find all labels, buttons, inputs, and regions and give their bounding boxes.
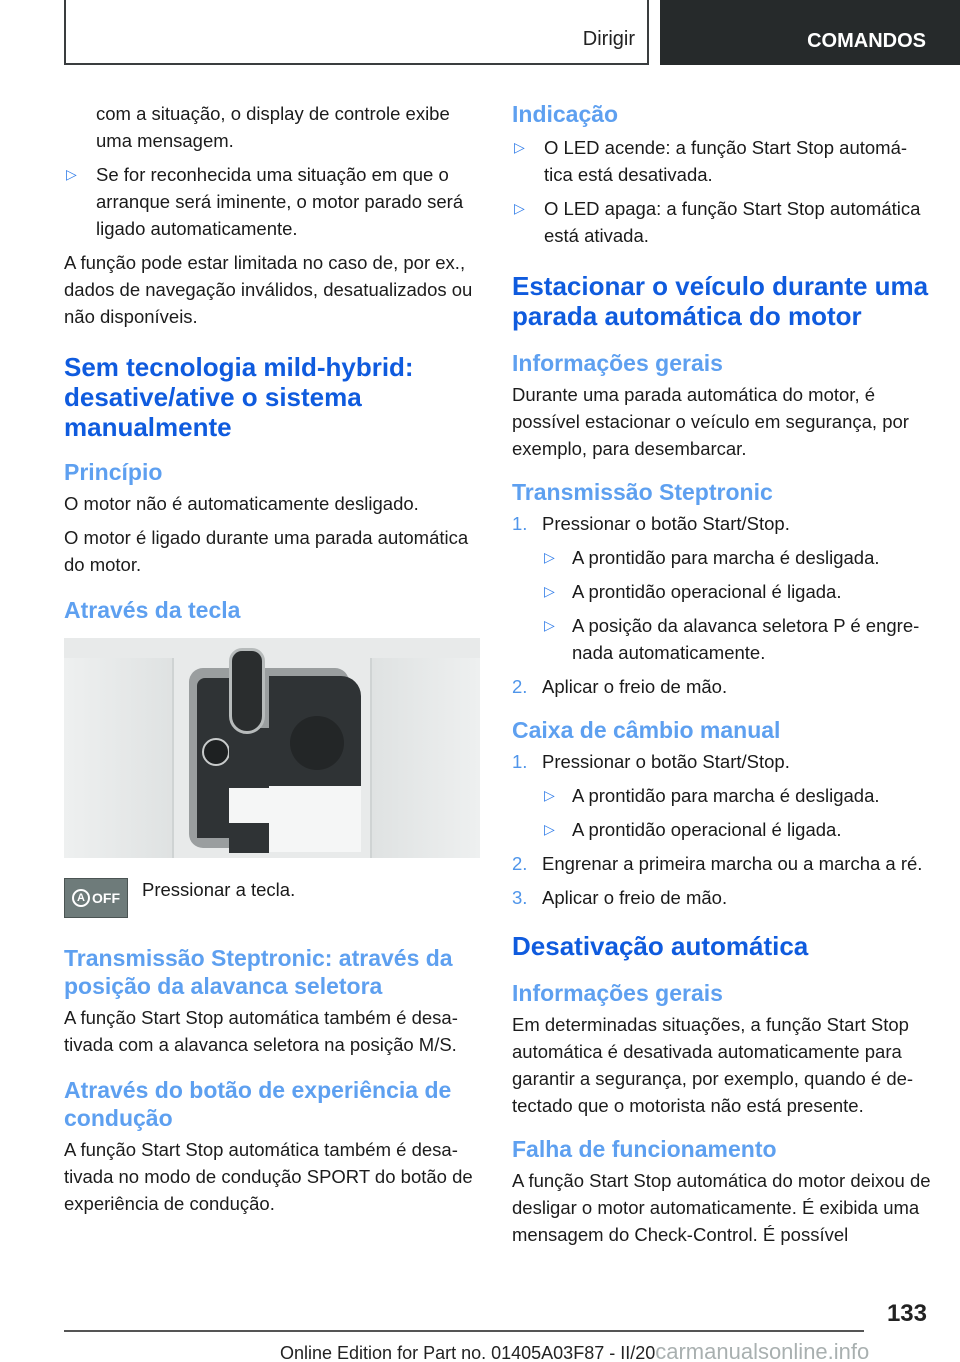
footer [280,1339,869,1362]
paragraph: O motor não é automaticamente desligado. [64,493,419,514]
chapter-title: COMANDOS [807,30,926,52]
heading-atraves-tecla: Através da tecla [64,597,241,623]
footer-divider [64,1330,864,1332]
left-column [64,100,484,1224]
paragraph: A função pode estar limitada no caso de, por ex., dados de navegação inválidos, desatualizados ou não disponíveis. [64,252,473,327]
numbered-step [512,884,932,911]
gear-lever-icon [229,648,265,734]
triangle-bullet-icon: ▷ [66,166,77,182]
paragraph: A função Start Stop automática também é desa-tivada no modo de condução SPORT do botão de experiência de condução. [64,1139,473,1214]
paragraph: A função Start Stop automática também é desa-tivada com a alavanca seletora na posição M/S. [64,1007,458,1055]
numbered-step [512,673,932,700]
edition-text: Online Edition for Part no. 01405A03F87 - II/20 [280,1343,656,1362]
triangle-bullet-icon: ▷ [544,583,555,599]
list-item: ▷ A prontidão para marcha é desligada. [512,782,932,809]
triangle-bullet-icon: ▷ [514,200,525,216]
heading-informacoes-gerais: Informações gerais [512,350,723,376]
list-item: ▷ Se for reconhecida uma situação em que o arranque será iminente, o motor parado será ligado automaticamente. [64,161,484,242]
center-console-figure [64,638,480,858]
heading-falha: Falha de funcionamento [512,1136,777,1162]
triangle-bullet-icon: ▷ [544,617,555,633]
idrive-knob-icon [290,716,344,770]
step-text: Pressionar o botão Start/Stop. [542,513,790,534]
start-stop-button-icon [202,738,230,766]
triangle-bullet-icon: ▷ [544,549,555,565]
step-number: 2. [512,676,528,697]
numbered-step [512,748,932,775]
step-number: 3. [512,887,528,908]
list-item: ▷ A posição da alavanca seletora P é engre-nada automaticamente. [512,612,932,666]
parking-brake-icon [229,823,269,853]
triangle-bullet-icon: ▷ [544,787,555,803]
heading-mild-hybrid: Sem tecnologia mild-hybrid: desative/ative o sistema manualmente [64,352,414,442]
step-number: 1. [512,513,528,534]
triangle-bullet-icon: ▷ [514,139,525,155]
step-text: Engrenar a primeira marcha ou a marcha a ré. [542,853,923,874]
icon-caption: Pressionar a tecla. [142,879,296,900]
numbered-step [512,850,932,877]
chapter-header-tab [660,0,960,65]
paragraph: O motor é ligado durante uma parada automática do motor. [64,527,469,575]
auto-start-stop-off-icon [64,878,128,918]
step-text: Aplicar o freio de mão. [542,887,728,908]
heading-botao-experiencia: Através do botão de experiência de condução [64,1077,452,1131]
triangle-bullet-icon: ▷ [544,821,555,837]
step-text: Pressionar o botão Start/Stop. [542,751,790,772]
list-item: ▷ A prontidão operacional é ligada. [512,578,932,605]
watermark: carmanualsonline.info [655,1339,870,1362]
paragraph: Em determinadas situações, a função Start Stop automática é desativada automaticamente para garantir a segurança, por exemplo, quando é de-tectado que o motorista não está presente. [512,1014,914,1116]
step-number: 2. [512,853,528,874]
intro-continuation: com a situação, o display de controle exibe uma mensagem. [96,103,450,151]
seat-left [64,658,174,858]
numbered-step [512,510,932,537]
heading-caixa-manual: Caixa de câmbio manual [512,717,781,743]
heading-transmissao-steptronic: Transmissão Steptronic [512,479,773,505]
step-text: Aplicar o freio de mão. [542,676,728,697]
tray-left [229,788,269,823]
right-column [512,100,932,1255]
paragraph: A função Start Stop automática do motor deixou de desligar o motor automaticamente. É exibida uma mensagem do Check-Control. É possível [512,1170,931,1245]
heading-desativacao: Desativação automática [512,931,809,961]
list-item: ▷ O LED acende: a função Start Stop automá-tica está desativada. [512,134,932,188]
page-number: 133 [886,1300,927,1327]
heading-estacionar: Estacionar o veículo durante uma parada automática do motor [512,271,929,331]
step-number: 1. [512,751,528,772]
section-header-tab [64,0,649,65]
icon-instruction [64,878,484,918]
list-item: ▷ O LED apaga: a função Start Stop automática está ativada. [512,195,932,249]
icon-label: OFF [92,890,120,906]
seat-right [370,658,480,858]
paragraph: Durante uma parada automática do motor, é possível estacionar o veículo em segurança, por exemplo, para desembarcar. [512,384,909,459]
list-item: ▷ A prontidão operacional é ligada. [512,816,932,843]
section-title: Dirigir [582,28,635,50]
heading-informacoes-gerais-2: Informações gerais [512,980,723,1006]
heading-steptronic-alavanca: Transmissão Steptronic: através da posição da alavanca seletora [64,945,453,999]
auto-a-icon: A [72,889,90,907]
tray-right [269,786,361,852]
heading-indicacao: Indicação [512,101,619,127]
heading-principio: Princípio [64,459,163,485]
list-item: ▷ A prontidão para marcha é desligada. [512,544,932,571]
